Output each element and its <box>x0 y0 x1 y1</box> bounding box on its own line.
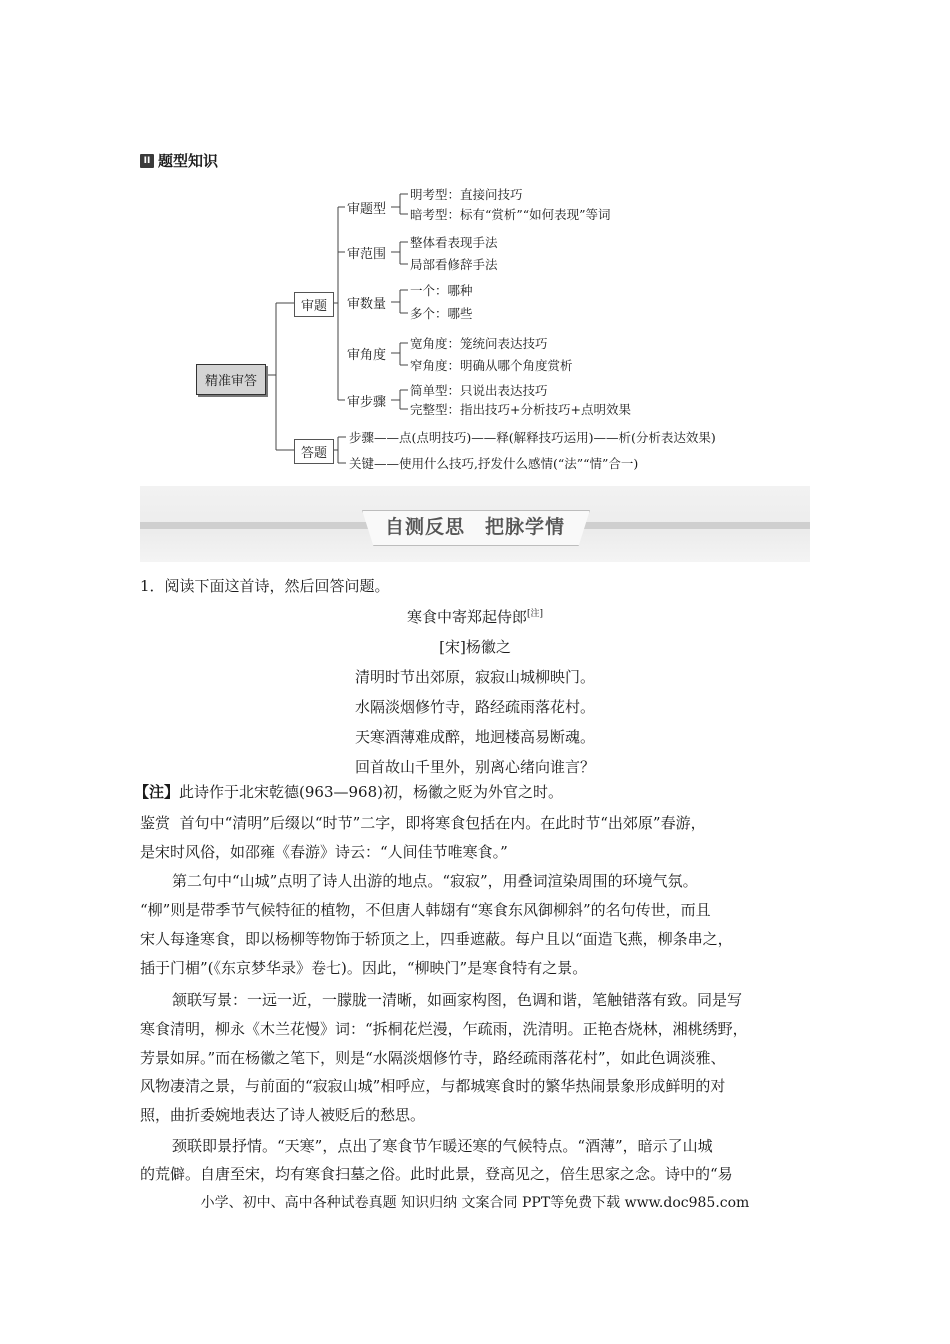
leaf-item: 一个：哪种 <box>410 283 473 298</box>
poem-line: 水隔淡烟修竹寺，路经疏雨落花村。 <box>354 698 595 716</box>
dati-item: 关键——使用什么技巧,抒发什么感情(“法”“情”合一) <box>349 456 639 471</box>
appreciation-line: 寒食清明，柳永《木兰花慢》词：“拆桐花烂漫，乍疏雨，洗清明。正艳杏烧林，湘桃绣野， <box>140 1020 748 1038</box>
section-banner <box>140 486 810 562</box>
appreciation-line: 照，曲折委婉地表达了诗人被贬后的愁思。 <box>140 1106 426 1124</box>
appreciation-line: 风物凄清之景，与前面的“寂寂山城”相呼应，与都城寒食时的繁华热闹景象形成鲜明的对 <box>140 1077 726 1095</box>
section-title: 题型知识 <box>158 152 219 170</box>
poem-title-text: 寒食中寄郑起侍郎 <box>406 608 527 626</box>
appreciation-line: 芳景如屏。”而在杨徽之笔下，则是“水隔淡烟修竹寺，路经疏雨落花村”，如此色调淡雅、 <box>140 1049 726 1067</box>
poem-line: 回首故山千里外，别离心绪向谁言？ <box>354 758 595 776</box>
appreciation-line: “柳”则是带季节气候特征的植物，不但唐人韩翃有“寒食东风御柳斜”的名句传世，而且 <box>140 901 711 919</box>
page-footer: 小学、初中、高中各种试卷真题 知识归纳 文案合同 PPT等免费下载 www.doc985.com <box>200 1195 750 1211</box>
appreciation-line: 颔联写景：一远一近，一朦胧一清晰，如画家构图，色调和谐，笔触错落有致。同是写 <box>172 991 743 1009</box>
appreciation-line: 宋人每逢寒食，即以杨柳等物饰于轿顶之上，四垂遮蔽。每户且以“面造飞燕，柳条串之， <box>140 930 733 948</box>
appreciation-line: 的荒僻。自唐至宋，均有寒食扫墓之俗。此时此景，登高见之，倍生思家之念。诗中的“易 <box>140 1165 733 1183</box>
leaf-item: 简单型：只说出表达技巧 <box>410 383 548 398</box>
note-label: 【注】 <box>134 783 180 801</box>
group-label: 审步骤 <box>347 395 387 410</box>
poem-line: 清明时节出郊原，寂寂山城柳映门。 <box>354 668 595 686</box>
note-text: 此诗作于北宋乾德(963—968)初，杨徽之贬为外官之时。 <box>179 783 563 801</box>
node-shenti: 审题 <box>294 292 334 317</box>
group-label: 审角度 <box>347 348 387 363</box>
leaf-item: 宽角度：笼统问表达技巧 <box>410 336 548 351</box>
leaf-item: 多个：哪些 <box>410 306 473 321</box>
group-label: 审题型 <box>347 202 387 217</box>
section-icon: II <box>140 154 154 168</box>
leaf-item: 窄角度：明确从哪个角度赏析 <box>410 358 573 373</box>
appreciation-line: 是宋时风俗，如邵雍《春游》诗云：“人间佳节唯寒食。” <box>140 843 508 861</box>
appreciation-line: 插于门楣”(《东京梦华录》卷七)。因此，“柳映门”是寒食特有之景。 <box>140 959 588 977</box>
appreciation-label: 鉴赏 <box>140 814 171 832</box>
leaf-item: 明考型：直接问技巧 <box>410 187 523 202</box>
appreciation-text: 首句中“清明”后缀以“时节”二字，即将寒食包括在内。在此时节“出郊原”春游， <box>179 814 706 832</box>
question-prompt: 1．阅读下面这首诗，然后回答问题。 <box>140 577 390 595</box>
leaf-item: 局部看修辞手法 <box>410 257 498 272</box>
node-dati: 答题 <box>294 439 334 464</box>
banner-title: 自测反思 把脉学情 <box>384 516 565 538</box>
mindmap-root: 精准审答 <box>196 364 266 395</box>
poem-line: 天寒酒薄难成醉，地迥楼高易断魂。 <box>354 728 595 746</box>
poem-author: [宋]杨徽之 <box>439 638 511 656</box>
leaf-item: 整体看表现手法 <box>410 235 498 250</box>
note <box>134 782 563 802</box>
group-label: 审范围 <box>347 247 387 262</box>
appreciation-line: 第二句中“山城”点明了诗人出游的地点。“寂寂”，用叠词渲染周围的环境气氛。 <box>172 872 698 890</box>
leaf-item: 完整型：指出技巧+分析技巧+点明效果 <box>410 402 631 417</box>
poem-title <box>140 606 810 627</box>
poem-title-note: [注] <box>526 609 544 619</box>
leaf-item: 暗考型：标有“赏析”“如何表现”等词 <box>410 207 611 222</box>
appreciation-line <box>140 813 706 833</box>
dati-item: 步骤——点(点明技巧)——释(解释技巧运用)——析(分析表达效果) <box>349 430 716 445</box>
group-label: 审数量 <box>347 297 387 312</box>
appreciation-line: 颈联即景抒情。“天寒”，点出了寒食节乍暖还寒的气候特点。“酒薄”，暗示了山城 <box>172 1137 713 1155</box>
